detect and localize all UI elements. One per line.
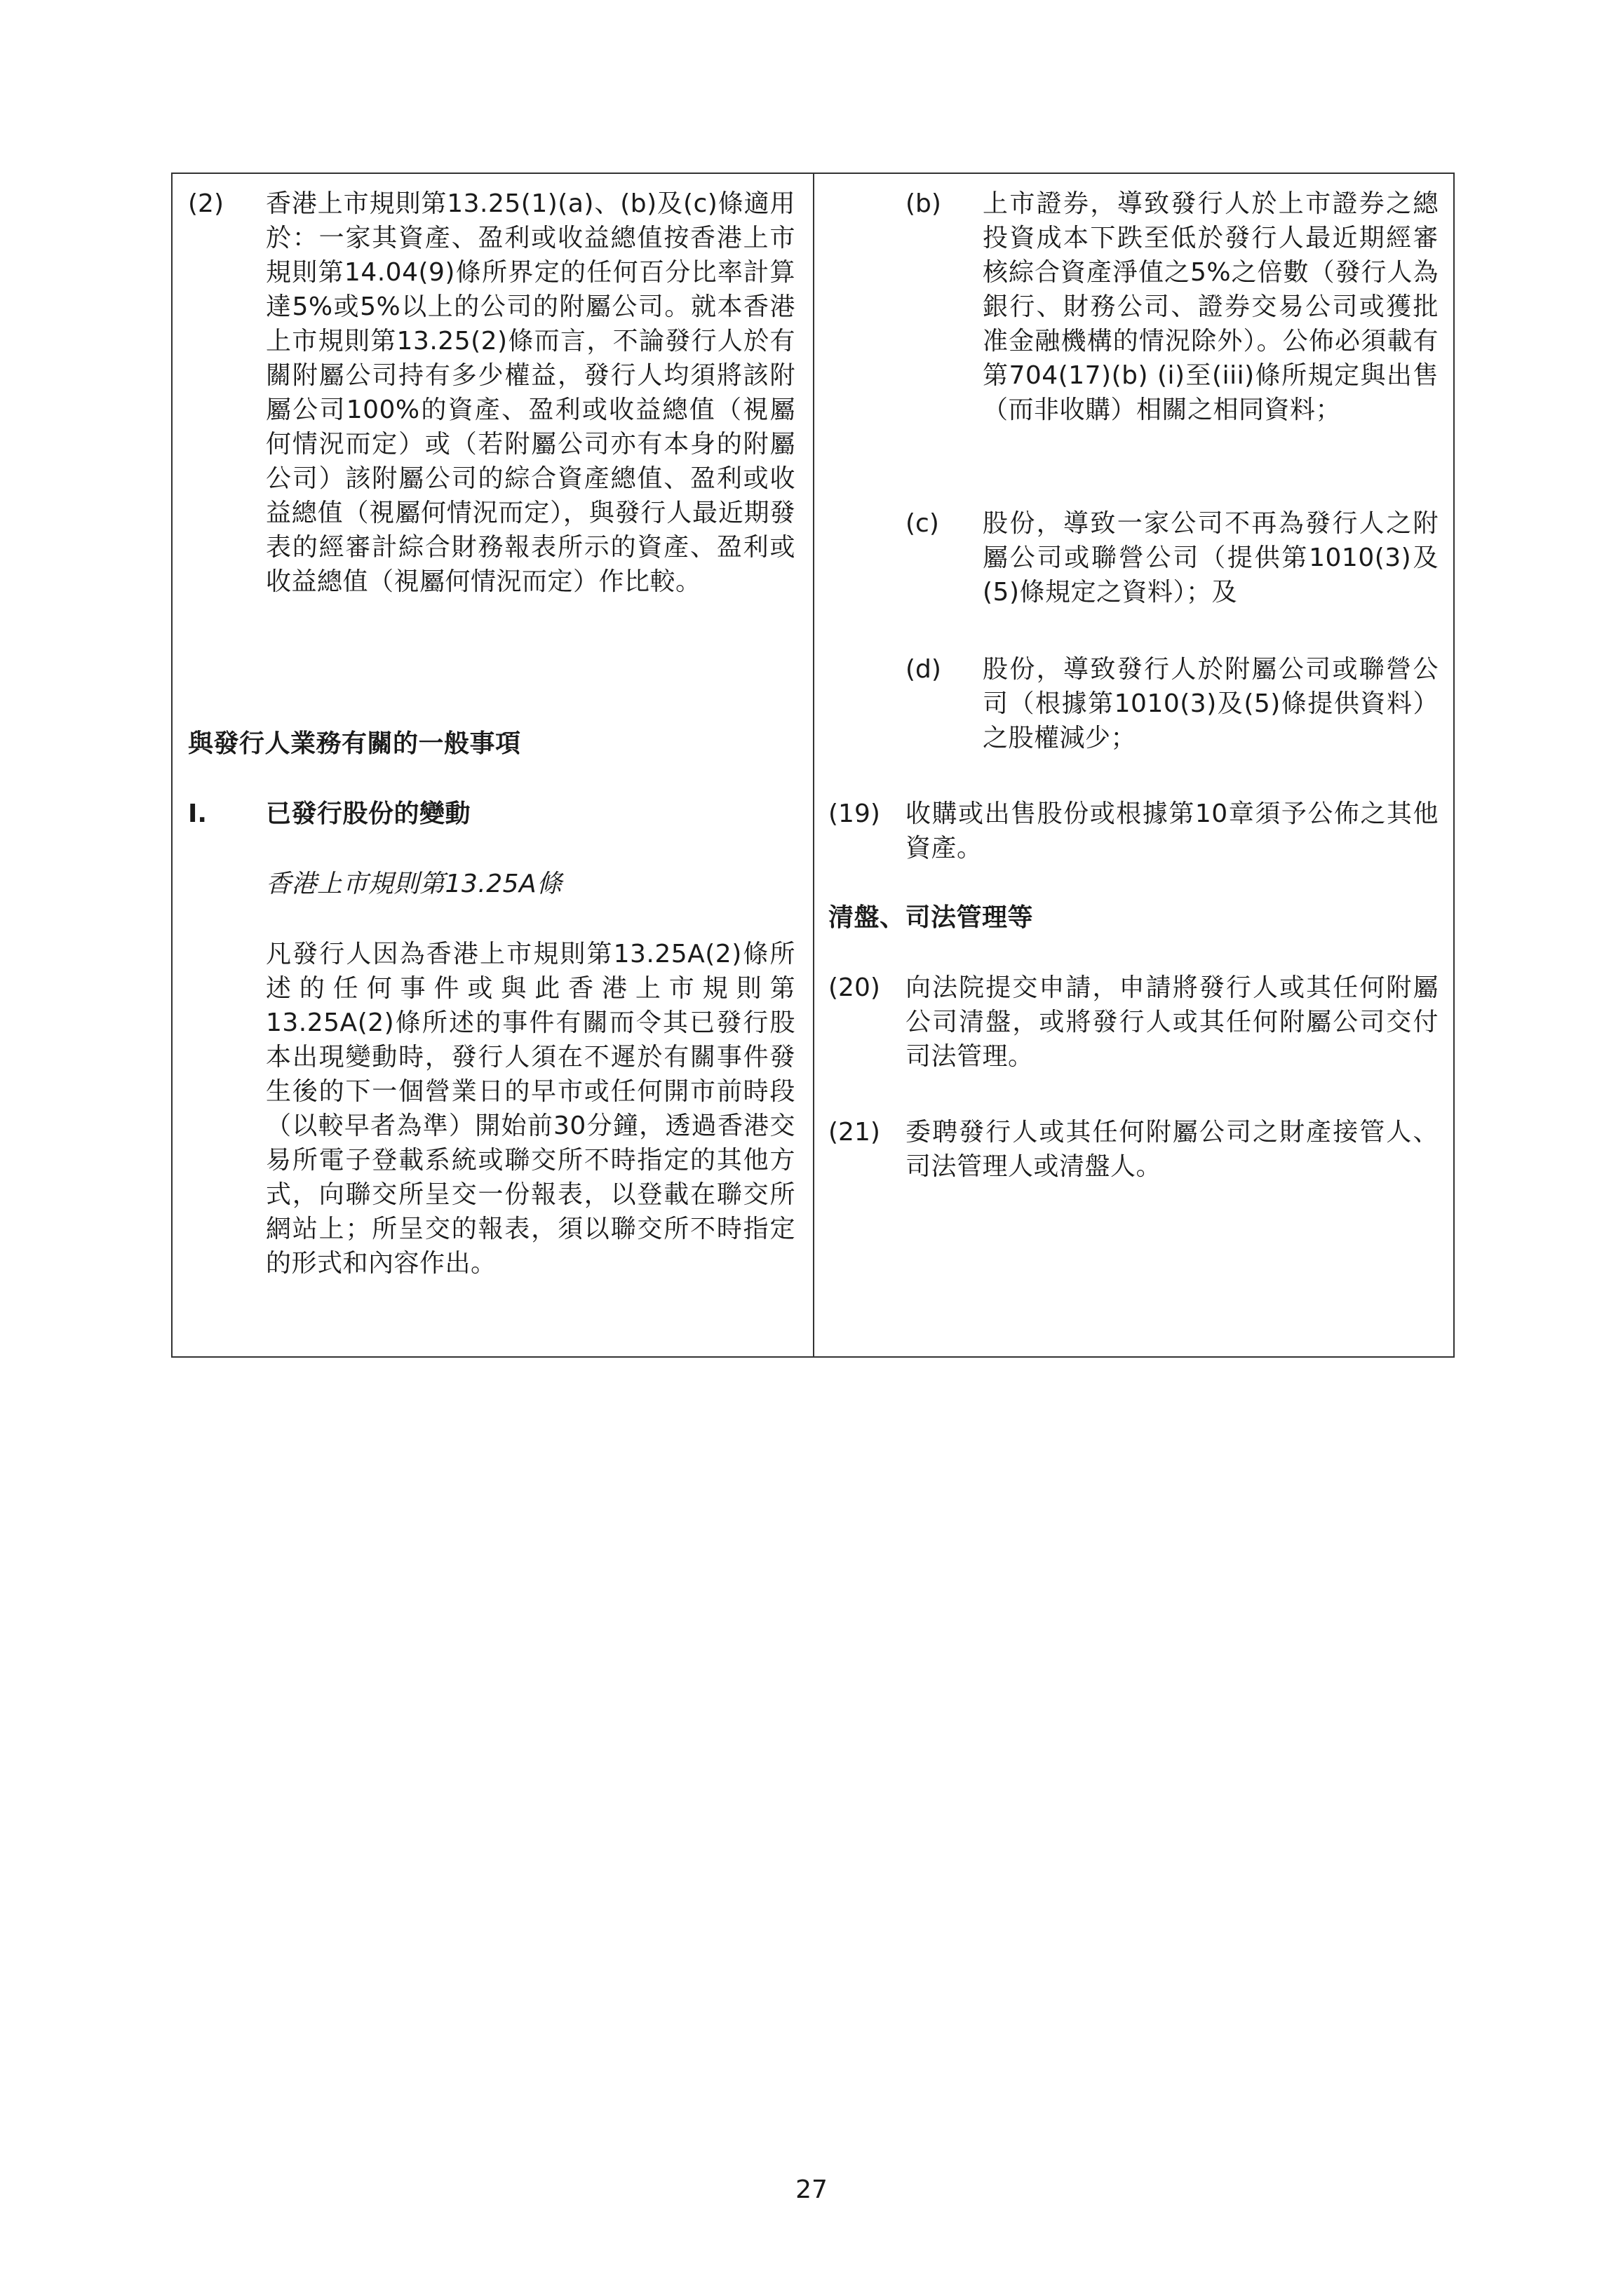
section-I-title: 已發行股份的變動	[266, 799, 471, 828]
item-d-number: (d)	[905, 655, 941, 684]
rule-reference: 香港上市規則第13.25A條	[266, 870, 563, 898]
section-I-number: I.	[188, 799, 208, 828]
item-19-number: (19)	[828, 799, 880, 828]
comparison-table	[171, 173, 1455, 1358]
item-19-text: 收購或出售股份或根據第10章須予公佈之其他資產。	[905, 799, 1439, 863]
item-c-number: (c)	[905, 509, 939, 538]
item-2-number: (2)	[188, 189, 224, 218]
item-21-text: 委聘發行人或其任何附屬公司之財產接管人、司法管理人或清盤人。	[905, 1118, 1439, 1181]
column-divider	[813, 174, 814, 1356]
item-d-text: 股份，導致發行人於附屬公司或聯營公司（根據第1010(3)及(5)條提供資料）之股權減少；	[983, 655, 1439, 752]
item-2-text: 香港上市規則第13.25(1)(a)、(b)及(c)條適用於：一家其資產、盈利或收益總值按香港上市規則第14.04(9)條所界定的任何百分比率計算達5%或5%以上的公司的附屬公司。就本香港上市規則第13.25(2)條而言，不論發行人於有關附屬公司持有多少權益，發行人均須將該附屬公司100%的資產、盈利或收益總值（視屬何情況而定）或（若附屬公司亦有本身的附屬公司）該附屬公司的綜合資產總值、盈利或收益總值（視屬何情況而定），與發行人最近期發表的經審計綜合財務報表所示的資產、盈利或收益總值（視屬何情況而定）作比較。	[266, 189, 795, 596]
item-20-number: (20)	[828, 973, 880, 1002]
page-number: 27	[795, 2175, 828, 2204]
general-matters-heading: 與發行人業務有關的一般事項	[188, 729, 521, 758]
section-I-body: 凡發行人因為香港上市規則第13.25A(2)條所述的任何事件或與此香港上市規則第13.25A(2)條所述的事件有關而令其已發行股本出現變動時，發行人須在不遲於有關事件發生後的下一個營業日的早市或任何開市前時段（以較早者為準）開始前30分鐘，透過香港交易所電子登載系統或聯交所不時指定的其他方式，向聯交所呈交一份報表，以登載在聯交所網站上；所呈交的報表，須以聯交所不時指定的形式和內容作出。	[266, 940, 795, 1278]
item-c-text: 股份，導致一家公司不再為發行人之附屬公司或聯營公司（提供第1010(3)及(5)條規定之資料）；及	[983, 509, 1439, 607]
item-20-text: 向法院提交申請，申請將發行人或其任何附屬公司清盤，或將發行人或其任何附屬公司交付司法管理。	[905, 973, 1439, 1071]
item-b-text: 上市證券，導致發行人於上市證券之總投資成本下跌至低於發行人最近期經審核綜合資產淨值之5%之倍數（發行人為銀行、財務公司、證券交易公司或獲批准金融機構的情況除外）。公佈必須載有第704(17)(b) (i)至(iii)條所規定與出售（而非收購）相關之相同資料；	[983, 189, 1439, 424]
liquidation-heading: 清盤、司法管理等	[828, 903, 1034, 932]
item-b-number: (b)	[905, 189, 941, 218]
item-21-number: (21)	[828, 1118, 880, 1147]
